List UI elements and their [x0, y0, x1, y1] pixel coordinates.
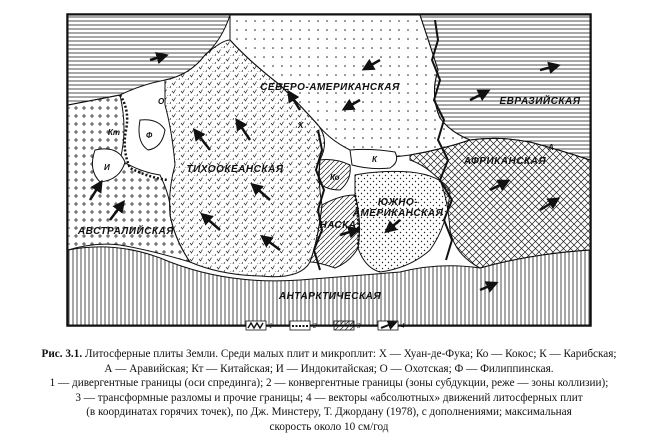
figure-number: Рис. 3.1. [41, 348, 83, 360]
plate-label-pacific: ТИХООКЕАНСКАЯ [186, 164, 284, 175]
plate-label-antarctic: АНТАРКТИЧЕСКАЯ [278, 291, 382, 302]
micro-label-ko: Ко [330, 173, 340, 182]
legend-num-4: 4 [401, 322, 405, 330]
figure-caption [10, 347, 648, 435]
micro-label-kt: Кт [108, 128, 121, 137]
plate-label-african: АФРИКАНСКАЯ [463, 156, 547, 167]
micro-label-f: Ф [146, 131, 153, 140]
plate-label-nazca: НАСКА [319, 220, 357, 231]
micro-label-o: О [158, 97, 165, 106]
plate-label-south-american-line2: АМЕРИКАНСКАЯ [352, 208, 444, 219]
caption-line-1 [10, 347, 648, 362]
plate-label-australian: АВСТРАЛИЙСКАЯ [77, 226, 175, 237]
micro-label-x: Х [298, 121, 304, 130]
micro-label-k: К [372, 155, 377, 164]
plate-label-south-american-line1: ЮЖНО- [377, 197, 419, 208]
legend-num-1: 1 [269, 322, 273, 330]
legend-num-2: 2 [313, 322, 317, 330]
legend-num-3: 3 [357, 322, 361, 330]
caption-line-5: (в координатах горячих точек), по Дж. Минстеру, Т. Джордану (1978), с дополнениями; максимальная [86, 406, 572, 419]
plate-label-north-american: СЕВЕРО-АМЕРИКАНСКАЯ [260, 82, 400, 93]
plate-label-eurasian: ЕВРАЗИЙСКАЯ [499, 96, 581, 107]
caption-line-6: скорость около 10 см/год [269, 420, 389, 433]
caption-line-3: 1 — дивергентные границы (оси спрединга); 2 — конвергентные границы (зоны субдукции, реже — зоны коллизии); [49, 377, 609, 390]
caption-text-1: Литосферные плиты Земли. Среди малых плит и микроплит: Х — Хуан-де-Фука; Ко — Кокос; К — Карибская; [84, 348, 617, 360]
caption-line-2: А — Аравийская; Кт — Китайская; И — Индокитайская; О — Охотская; Ф — Филиппинская. [104, 362, 554, 375]
map-frame [67, 14, 591, 326]
micro-label-i: И [104, 163, 110, 172]
micro-label-a: А [548, 143, 554, 152]
caption-line-4: 3 — трансформные разломы и прочие границы; 4 — векторы «абсолютных» движений литосферных плит [75, 391, 583, 404]
